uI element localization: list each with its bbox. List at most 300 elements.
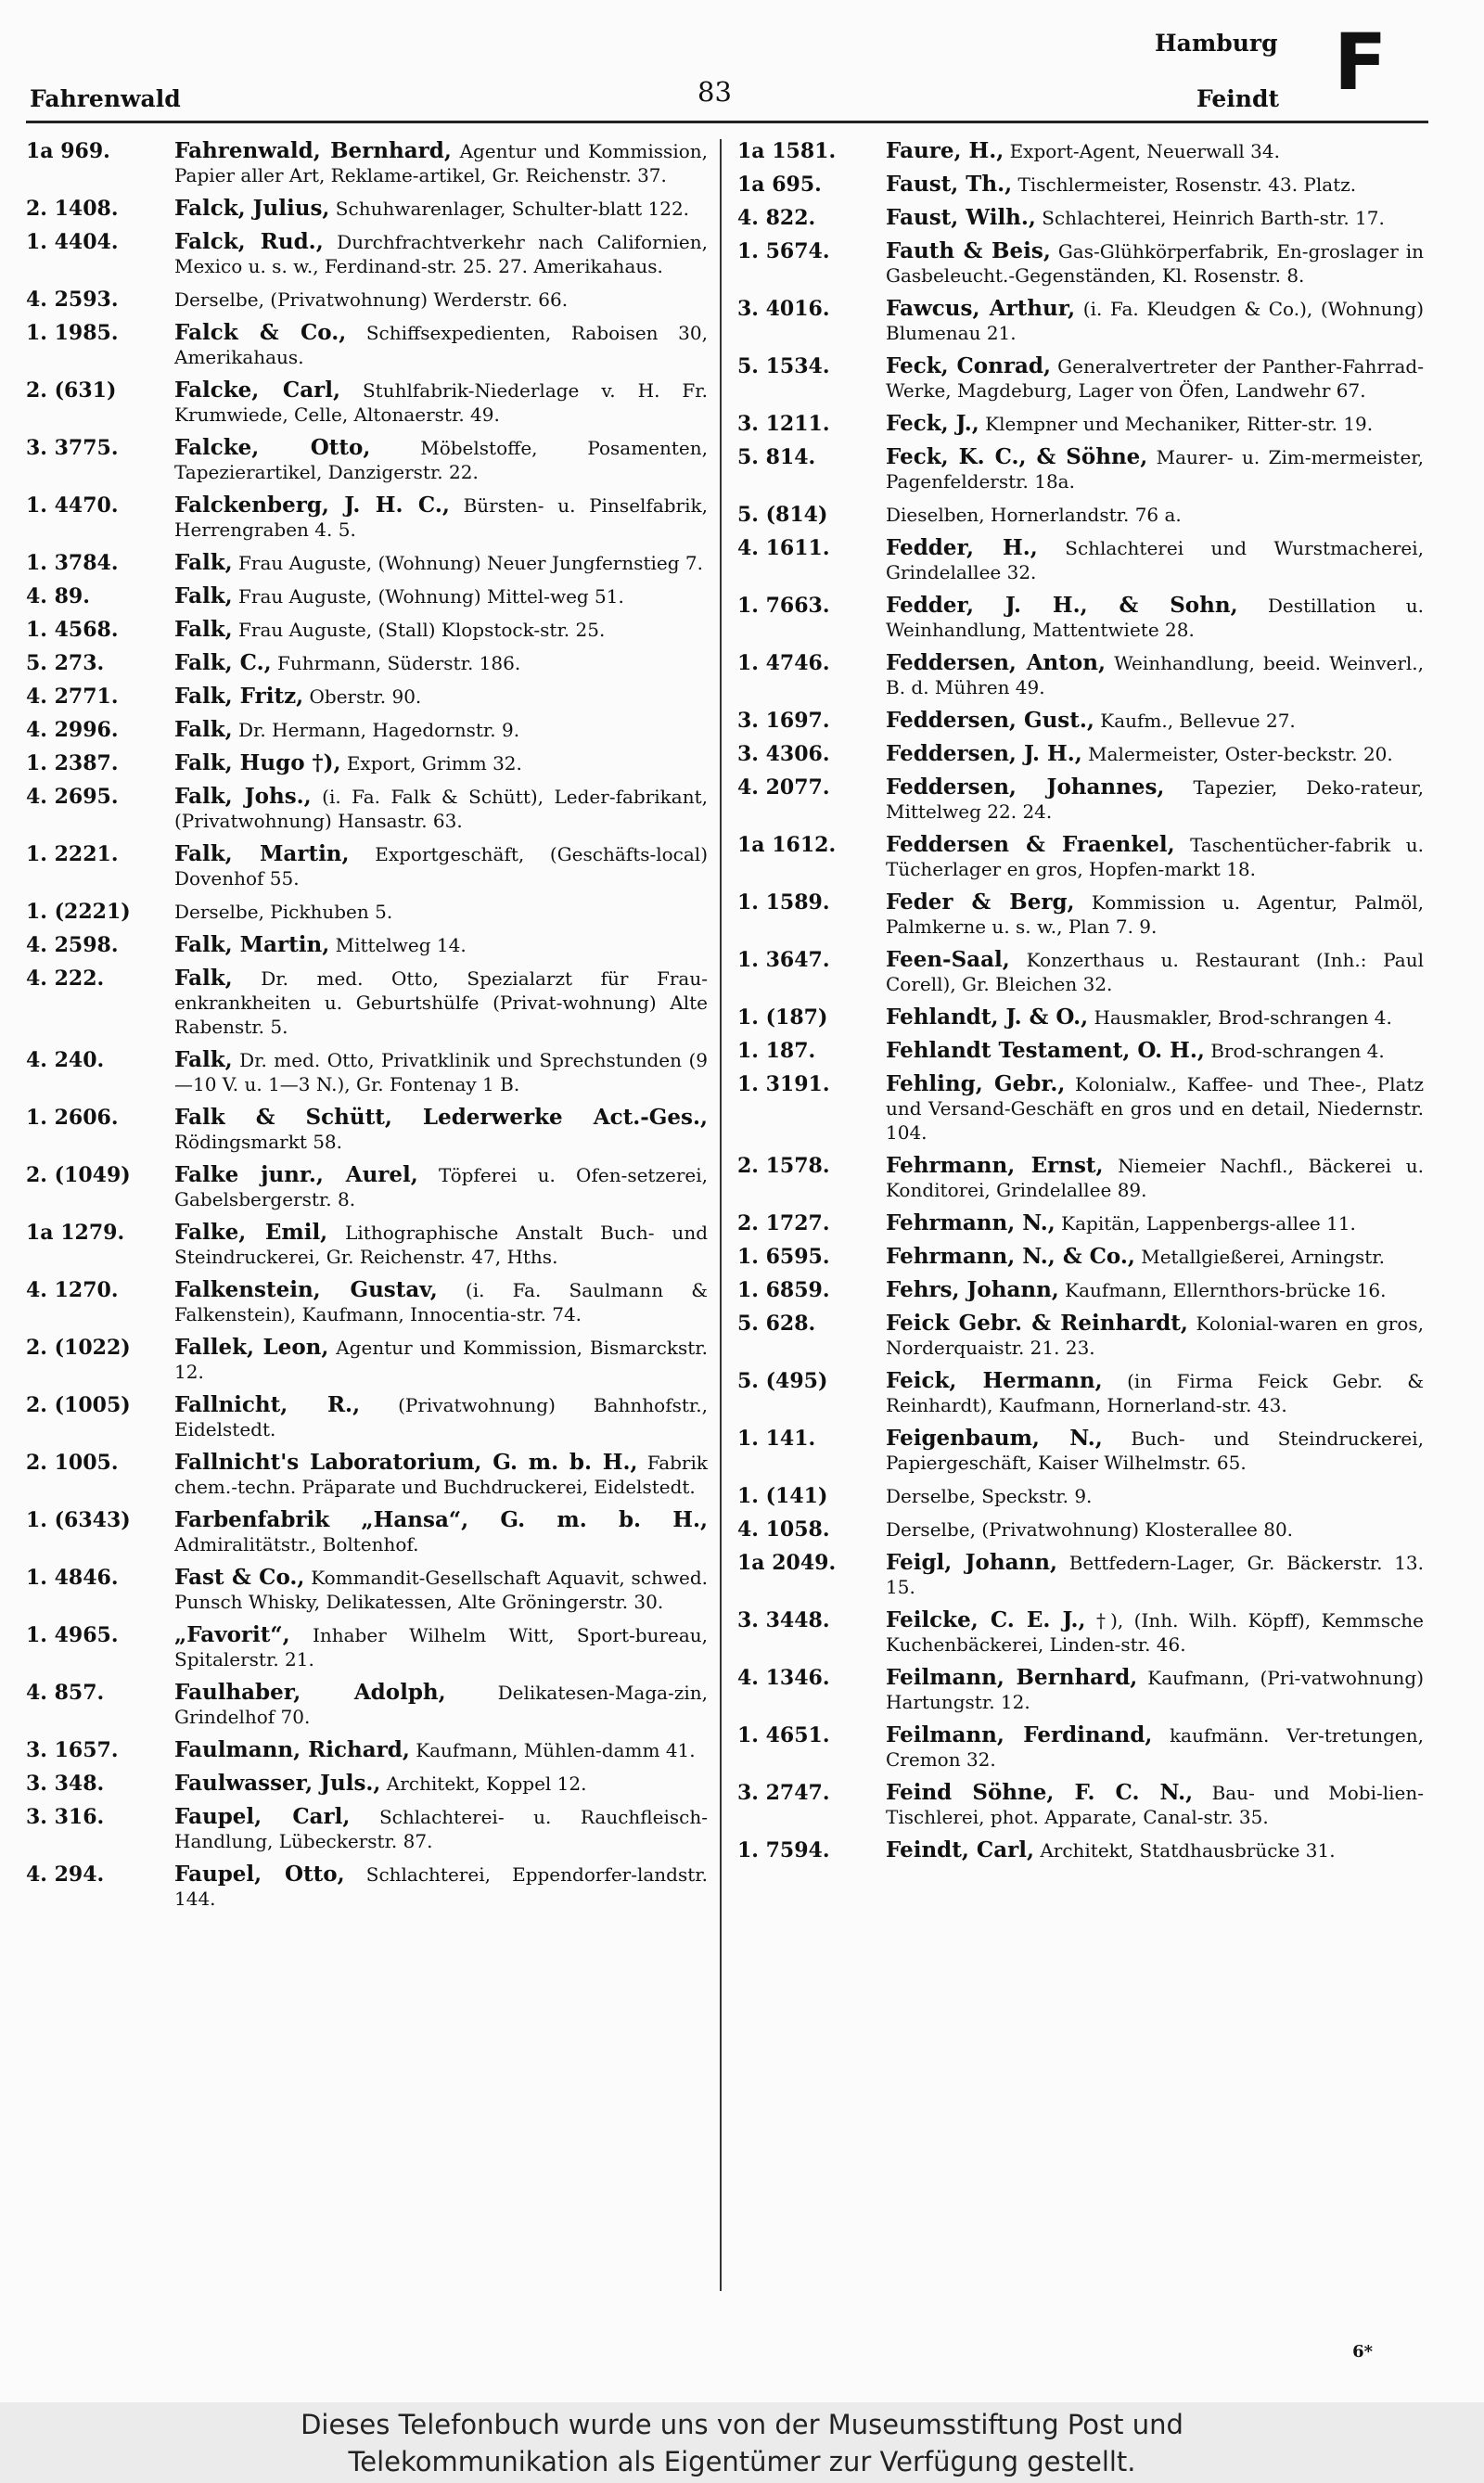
entry-description: Admiralitätstr., Boltenhof. [174,1533,419,1555]
entry-name: Fehrmann, Ernst, [886,1153,1104,1178]
phone-number: 1. 5674. [737,239,830,263]
entry-text [174,197,708,221]
entry-description: Kaufmann, Mühlen-damm 41. [416,1739,696,1761]
entry-name: Feigenbaum, N., [886,1426,1103,1451]
entry-name: Feddersen, Johannes, [886,774,1165,800]
entry-description: Mittelweg 14. [335,934,467,956]
phone-number: 1. 4404. [26,230,119,254]
entry-description: Klempner und Mechaniker, Ritter-str. 19. [985,413,1374,435]
entry-text [886,594,1424,642]
phone-number: 2. 1408. [26,197,119,221]
entry-text [174,288,708,312]
directory-entry [737,445,1424,493]
phone-number: 4. 2593. [26,288,119,312]
entry-text [886,1781,1424,1829]
directory-entry [26,1862,708,1911]
directory-entry [26,842,708,890]
page-signature: 6* [1352,2342,1373,2361]
phone-number: 1. 4746. [737,651,830,675]
directory-entry [26,1508,708,1556]
entry-name: Falck & Co., [174,320,347,345]
directory-entry [737,1278,1424,1302]
entry-text [886,742,1424,766]
left-column [26,139,708,1920]
entry-text [886,354,1424,403]
directory-entry [26,785,708,833]
entry-text [886,445,1424,493]
entry-text [174,1393,708,1441]
entry-description: (i. Fa. Falk & Schütt), Leder-fabrikant, (Privatwohnung) Hansastr. 63. [174,786,708,832]
entry-name: Falckenberg, J. H. C., [174,493,450,518]
directory-entry [737,1484,1424,1508]
phone-number: 5. (495) [737,1369,828,1393]
column-divider [720,139,722,2291]
directory-entry [737,1608,1424,1657]
directory-entry [737,1517,1424,1542]
phone-number: 1a 1612. [737,833,837,857]
entry-text [886,536,1424,584]
directory-entry [737,1838,1424,1862]
running-head-left: Fahrenwald [30,85,181,112]
entry-name: Fehlandt Testament, O. H., [886,1038,1205,1063]
entry-name: Falk, Fritz, [174,684,304,709]
entry-text [886,1005,1424,1030]
directory-entry [26,1772,708,1796]
directory-entry [737,890,1424,939]
directory-entry [26,436,708,484]
phone-number: 1a 2049. [737,1551,837,1575]
directory-entry [737,173,1424,197]
entry-name: Falk, C., [174,650,272,675]
phone-number: 1. 4470. [26,493,119,518]
directory-entry [737,1312,1424,1360]
entry-description: Architekt, Koppel 12. [386,1773,587,1795]
running-head-city: Hamburg [1155,30,1278,57]
entry-description: Schlachterei, Heinrich Barth-str. 17. [1042,207,1385,229]
directory-entry [26,618,708,642]
phone-number: 1. (141) [737,1484,828,1508]
phone-number: 4. 1270. [26,1278,119,1302]
section-letter: F [1334,17,1388,108]
phone-number: 1. 187. [737,1039,816,1063]
entry-text [174,378,708,427]
directory-entry [737,1211,1424,1235]
directory-entry [26,751,708,775]
entry-name: Fehrmann, N., & Co., [886,1244,1135,1269]
directory-entry [26,900,708,924]
entry-description: Kaufmann, (Pri-vatwohnung) Hartungstr. 12. [886,1667,1424,1713]
phone-number: 1. 3647. [737,948,830,972]
entry-description: Kommission u. Agentur, Palmöl, Palmkerne u. s. w., Plan 7. 9. [886,891,1425,938]
entry-text [174,1048,708,1096]
entry-text [886,503,1424,527]
entry-name: Feick, Hermann, [886,1368,1103,1393]
directory-entry [737,1781,1424,1829]
directory-entry [26,230,708,278]
entry-name: Fawcus, Arthur, [886,296,1076,321]
entry-name: Fehrs, Johann, [886,1277,1059,1302]
phone-number: 1. 4568. [26,618,119,642]
entry-description: Architekt, Statdhausbrücke 31. [1040,1839,1336,1862]
phone-number: 1. 2221. [26,842,119,866]
entry-text [174,230,708,278]
phone-number: 3. 3448. [737,1608,830,1632]
phone-number: 1a 969. [26,139,110,163]
directory-entry [26,1623,708,1671]
phone-number: 1a 1581. [737,139,837,163]
entry-name: Faust, Th., [886,172,1013,197]
phone-number: 3. 1697. [737,709,830,733]
entry-name: Feck, K. C., & Söhne, [886,444,1148,469]
entry-text [174,1738,708,1762]
entry-name: Falk, [174,966,233,991]
entry-text [886,1484,1424,1508]
entry-description: Schuhwarenlager, Schulter-blatt 122. [335,198,690,220]
entry-description: Dieselben, Hornerlandstr. 76 a. [886,504,1182,526]
entry-name: Feder & Berg, [886,890,1075,915]
entry-name: Feilmann, Bernhard, [886,1665,1138,1690]
phone-number: 5. (814) [737,503,828,527]
phone-number: 1. 4965. [26,1623,119,1647]
entry-name: Falk, [174,717,233,742]
entry-name: Farbenfabrik „Hansa“, G. m. b. H., [174,1507,708,1532]
phone-number: 4. 89. [26,584,90,608]
page-number: 83 [697,76,732,108]
entry-name: Falk, [174,550,233,575]
entry-text [174,1623,708,1671]
entry-description: Maurer- u. Zim-mermeister, Pagenfelderstr. 18a. [886,446,1424,493]
entry-text [886,709,1424,733]
entry-text [886,1369,1424,1417]
entry-description: Buch- und Steindruckerei, Papiergeschäft, Kaiser Wilhelmstr. 65. [886,1427,1424,1474]
phone-number: 1. 141. [737,1427,816,1451]
directory-entry [26,1336,708,1384]
entry-name: Falk, Martin, [174,932,330,957]
phone-number: 1. 4651. [737,1723,830,1747]
directory-entry [737,297,1424,345]
phone-number: 1a 1279. [26,1221,125,1245]
entry-name: Falke junr., Aurel, [174,1162,418,1187]
entry-name: Fallnicht, R., [174,1392,361,1417]
entry-text [174,1336,708,1384]
entry-name: Falk, [174,583,233,608]
directory-entry [737,1245,1424,1269]
entry-name: Fallek, Leon, [174,1335,329,1360]
entry-name: Feind Söhne, F. C. N., [886,1780,1194,1805]
phone-number: 1. 3191. [737,1072,830,1096]
phone-number: 1. 2387. [26,751,119,775]
entry-name: Falke, Emil, [174,1220,328,1245]
entry-text [886,173,1424,197]
entry-text [174,584,708,608]
phone-number: 2. (631) [26,378,117,403]
entry-text [174,1805,708,1853]
directory-entry [737,1369,1424,1417]
directory-entry [737,1039,1424,1063]
entry-text [174,900,708,924]
entry-text [174,842,708,890]
entry-description: Lithographische Anstalt Buch- und Steindruckerei, Gr. Reichenstr. 47, Hths. [174,1222,708,1268]
entry-text [174,718,708,742]
entry-text [174,1106,708,1154]
entry-name: „Favorit“, [174,1622,290,1647]
phone-number: 1. (6343) [26,1508,131,1532]
entry-description: Schiffsexpedienten, Raboisen 30, Amerikahaus. [174,322,708,368]
entry-description: Kolonial-waren en gros, Norderquaistr. 21. 23. [886,1312,1424,1359]
phone-number: 3. 3775. [26,436,119,460]
directory-entry [26,1221,708,1269]
directory-entry [737,412,1424,436]
phone-number: 4. 1058. [737,1517,830,1542]
entry-description: Malermeister, Oster-beckstr. 20. [1088,743,1393,765]
directory-entry [26,1278,708,1326]
entry-text [886,412,1424,436]
directory-entry [26,321,708,369]
entry-name: Fahrenwald, Bernhard, [174,138,452,163]
entry-description: Taschentücher-fabrik u. Tücherlager en gros, Hopfen-markt 18. [886,834,1424,880]
directory-entry [26,933,708,957]
entry-description: Niemeier Nachfl., Bäckerei u. Konditorei, Grindelallee 89. [886,1155,1424,1201]
entry-text [886,1154,1424,1202]
entry-name: Faulwasser, Juls., [174,1771,381,1796]
directory-entry [737,1072,1424,1145]
phone-number: 1. 3784. [26,551,119,575]
phone-number: 4. 222. [26,966,105,991]
directory-entry [737,948,1424,996]
directory-entry [737,206,1424,230]
entry-description: Rödingsmarkt 58. [174,1131,343,1153]
entry-description: Oberstr. 90. [309,685,422,708]
phone-number: 1. 7594. [737,1838,830,1862]
entry-name: Falck, Rud., [174,229,324,254]
entry-name: Fast & Co., [174,1565,305,1590]
entry-name: Feick Gebr. & Reinhardt, [886,1311,1188,1336]
entry-name: Faulhaber, Adolph, [174,1680,446,1705]
entry-name: Feen-Saal, [886,947,1010,972]
directory-entry [26,551,708,575]
entry-text [886,1608,1424,1657]
directory-entry [26,685,708,709]
entry-description: Frau Auguste, (Stall) Klopstock-str. 25. [238,619,606,641]
entry-name: Feddersen, Gust., [886,708,1094,733]
entry-name: Faulmann, Richard, [174,1737,410,1762]
phone-number: 1a 695. [737,173,822,197]
phone-number: 4. 2598. [26,933,119,957]
directory-entry [737,594,1424,642]
entry-text [886,948,1424,996]
entry-description: Derselbe, Speckstr. 9. [886,1485,1093,1507]
entry-text [174,933,708,957]
header-rule [26,121,1428,123]
phone-number: 3. 1211. [737,412,830,436]
entry-description: Möbelstoffe, Posamenten, Tapezierartikel, Danzigerstr. 22. [174,437,709,483]
phone-number: 4. 2695. [26,785,119,809]
entry-description: Schlachterei- u. Rauchfleisch-Handlung, Lübeckerstr. 87. [174,1806,708,1852]
entry-description: Schlachterei, Eppendorfer-landstr. 144. [174,1863,709,1910]
phone-number: 4. 2996. [26,718,119,742]
entry-description: Export-Agent, Neuerwall 34. [1009,140,1280,162]
entry-text [886,1278,1424,1302]
entry-description: Fuhrmann, Süderstr. 186. [276,652,521,674]
directory-entry [26,966,708,1039]
entry-name: Faure, H., [886,138,1004,163]
entry-name: Fedder, J. H., & Sohn, [886,593,1238,618]
directory-entry [737,1666,1424,1714]
directory-entry [26,288,708,312]
entry-description: Frau Auguste, (Wohnung) Neuer Jungfernstieg 7. [238,552,704,574]
entry-description: Brod-schrangen 4. [1210,1040,1385,1062]
phone-number: 1. 6859. [737,1278,830,1302]
directory-entry [26,1163,708,1211]
phone-number: 1. (187) [737,1005,828,1030]
entry-name: Feddersen, J. H., [886,741,1082,766]
phone-number: 4. 822. [737,206,816,230]
phone-number: 3. 4306. [737,742,830,766]
phone-number: 5. 628. [737,1312,816,1336]
entry-text [886,1312,1424,1360]
phone-number: 1. 4846. [26,1566,119,1590]
entry-name: Falk, Johs., [174,784,312,809]
entry-text [886,1723,1424,1772]
entry-text [174,1278,708,1326]
phone-number: 3. 1657. [26,1738,119,1762]
directory-entry [737,651,1424,699]
entry-description: Metallgießerei, Arningstr. [1141,1246,1386,1268]
entry-text [174,321,708,369]
phone-number: 4. 240. [26,1048,105,1072]
directory-entry [26,651,708,675]
entry-text [886,139,1424,163]
entry-description: Destillation u. Weinhandlung, Mattentwiete 28. [886,595,1424,641]
entry-text [886,1245,1424,1269]
directory-entry [26,1393,708,1441]
entry-name: Faupel, Otto, [174,1862,345,1887]
entry-description: Dr. med. Otto, Spezialarzt für Frau-enkrankheiten u. Geburtshülfe (Privat-wohnung) Alte Rabenstr. 5. [174,967,708,1038]
entry-description: Kaufmann, Ellernthors-brücke 16. [1065,1279,1387,1301]
entry-name: Falk, Martin, [174,841,350,866]
entry-name: Faust, Wilh., [886,205,1036,230]
entry-name: Falkenstein, Gustav, [174,1277,438,1302]
entry-description: Gas-Glühkörperfabrik, En-groslager in Gasbeleucht.-Gegenständen, Kl. Rosenstr. 8. [886,240,1425,287]
directory-entry [26,1805,708,1853]
entry-name: Falck, Julius, [174,196,330,221]
entry-description: Durchfrachtverkehr nach Californien, Mexico u. s. w., Ferdinand-str. 25. 27. Amerikahaus. [174,231,708,277]
entry-text [174,493,708,542]
entry-text [886,297,1424,345]
entry-description: Exportgeschäft, (Geschäfts-local) Dovenhof 55. [174,843,709,890]
directory-entry [737,239,1424,288]
directory-entry [737,775,1424,824]
directory-entry [26,1681,708,1729]
entry-description: (Privatwohnung) Bahnhofstr., Eidelstedt. [174,1394,708,1440]
entry-name: Falk, [174,617,233,642]
phone-number: 1. 2606. [26,1106,119,1130]
entry-description: Delikatesen-Maga-zin, Grindelhof 70. [174,1682,708,1728]
entry-description: Tischlermeister, Rosenstr. 43. Platz. [1017,173,1357,196]
entry-name: Falcke, Otto, [174,435,371,460]
directory-entry [737,1723,1424,1772]
entry-description: Kommandit-Gesellschaft Aquavit, schwed. Punsch Whisky, Delikatessen, Alte Gröningerstr. 30. [174,1567,709,1613]
entry-description: Frau Auguste, (Wohnung) Mittel-weg 51. [238,585,624,608]
entry-name: Feindt, Carl, [886,1837,1034,1862]
entry-text [174,966,708,1039]
entry-description: Kaufm., Bellevue 27. [1100,710,1296,732]
entry-name: Faupel, Carl, [174,1804,351,1829]
entry-description: †), (Inh. Wilh. Köpff), Kemmsche Kuchenbäckerei, Linden-str. 46. [886,1609,1425,1656]
phone-number: 2. (1049) [26,1163,131,1187]
entry-description: Kapitän, Lappenbergs-allee 11. [1061,1212,1356,1235]
phone-number: 5. 814. [737,445,816,469]
entry-text [886,1427,1424,1475]
entry-description: Dr. med. Otto, Privatklinik und Sprechstunden (9—10 V. u. 1—3 N.), Gr. Fontenay 1 B. [174,1049,709,1095]
entry-text [174,1681,708,1729]
entry-description: Konzerthaus u. Restaurant (Inh.: Paul Corell), Gr. Bleichen 32. [886,949,1425,995]
entry-name: Feck, J., [886,411,979,436]
phone-number: 1. 1589. [737,890,830,915]
entry-text [174,551,708,575]
phone-number: 2. (1005) [26,1393,131,1417]
entry-description: Töpferei u. Ofen-setzerei, Gabelsbergerstr. 8. [174,1164,708,1210]
directory-entry [26,197,708,221]
phone-number: 2. 1005. [26,1451,119,1475]
entry-name: Feddersen & Fraenkel, [886,832,1175,857]
entry-name: Feilcke, C. E. J., [886,1607,1086,1632]
entry-text [174,1566,708,1614]
entry-name: Falcke, Carl, [174,378,340,403]
entry-name: Falk, [174,1047,233,1072]
phone-number: 4. 294. [26,1862,105,1887]
entry-description: Bürsten- u. Pinselfabrik, Herrengraben 4. 5. [174,494,708,541]
entry-description: Dr. Hermann, Hagedornstr. 9. [238,719,520,741]
footer-notice [0,2402,1484,2483]
phone-number: 3. 316. [26,1805,105,1829]
phone-number: 2. (1022) [26,1336,131,1360]
entry-text [174,1772,708,1796]
entry-text [886,833,1424,881]
directory-entry [737,139,1424,163]
entry-description: Fabrik chem.-techn. Präparate und Buchdruckerei, Eidelstedt. [174,1452,709,1498]
entry-text [886,1551,1424,1599]
entry-text [174,436,708,484]
entry-name: Feigl, Johann, [886,1550,1057,1575]
directory-entry [737,536,1424,584]
phone-number: 1. (2221) [26,900,131,924]
directory-entry [737,503,1424,527]
entry-text [886,1039,1424,1063]
entry-description: Bau- und Mobi-lien-Tischlerei, phot. Apparate, Canal-str. 35. [886,1782,1424,1828]
running-head-right: Feindt [1196,85,1279,112]
entry-text [174,785,708,833]
entry-description: Generalvertreter der Panther-Fahrrad-Werke, Magdeburg, Lager von Öfen, Landwehr 67. [886,355,1424,402]
phone-number: 1. 6595. [737,1245,830,1269]
entry-description: Hausmakler, Brod-schrangen 4. [1094,1006,1392,1029]
entry-name: Fallnicht's Laboratorium, G. m. b. H., [174,1450,638,1475]
entry-description: (in Firma Feick Gebr. & Reinhardt), Kaufmann, Hornerland-str. 43. [886,1370,1424,1416]
entry-name: Falk & Schütt, Lederwerke Act.-Ges., [174,1105,708,1130]
directory-entry [737,1154,1424,1202]
entry-description: Bettfedern-Lager, Gr. Bäckerstr. 13. 15. [886,1552,1424,1598]
directory-entry [26,718,708,742]
directory-entry [26,493,708,542]
directory-entry [26,1451,708,1499]
entry-description: (i. Fa. Kleudgen & Co.), (Wohnung) Blumenau 21. [886,298,1424,344]
entry-name: Feck, Conrad, [886,353,1051,378]
entry-text [886,1211,1424,1235]
entry-description: Agentur und Kommission, Bismarckstr. 12. [174,1337,709,1383]
entry-text [886,775,1424,824]
entry-name: Fehling, Gebr., [886,1071,1066,1096]
entry-name: Falk, Hugo †), [174,750,341,775]
